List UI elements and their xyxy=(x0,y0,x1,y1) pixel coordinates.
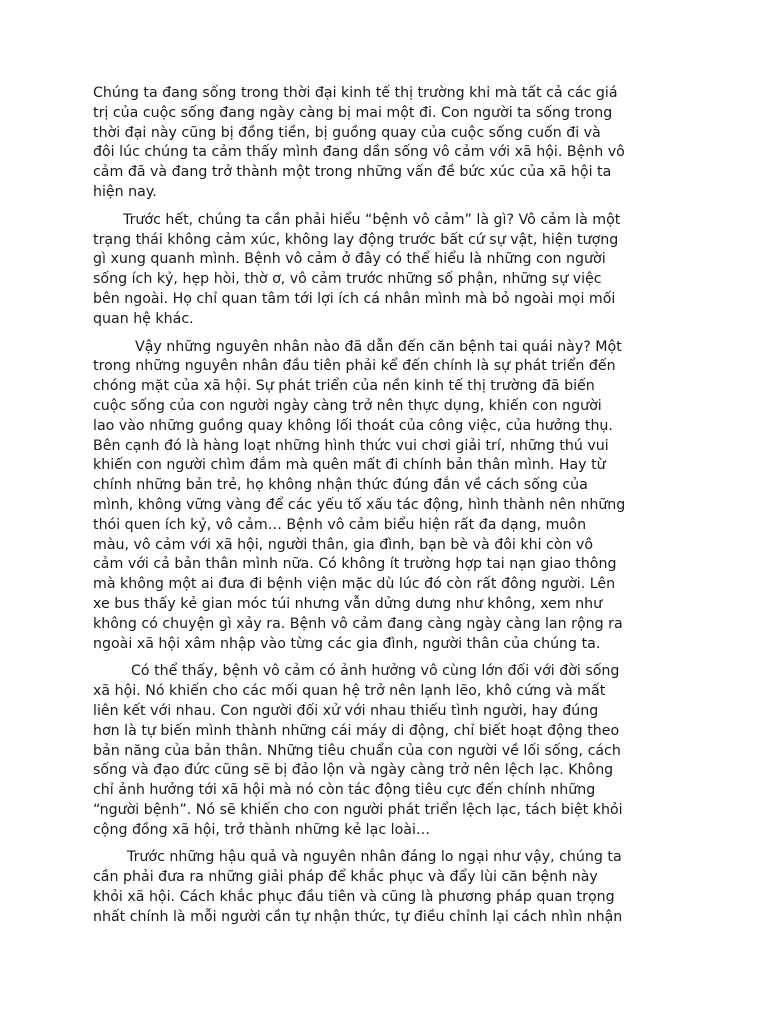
text-line: Có thể thấy, bệnh vô cảm có ảnh hưởng vô cùng lớn đối với đời sống xyxy=(131,663,620,680)
text-line: nhất chính là mỗi người cần tự nhận thức, tự điều chỉnh lại cách nhìn nhận xyxy=(93,908,623,925)
text-line: thói quen ích kỷ, vô cảm… Bệnh vô cảm biểu hiện rất đa dạng, muôn xyxy=(93,516,587,533)
text-line: cảm đã và đang trở thành một trong những vấn đề bức xúc của xã hội ta xyxy=(93,164,612,181)
text-line: khiến con người chìm đắm mà quên mất đi chính bản thân mình. Hay từ xyxy=(93,457,606,474)
text-line: thời đại này cũng bị đồng tiền, bị guồng quay của cuộc sống cuốn đi và xyxy=(93,124,601,141)
text-line: cảm với cả bản thân mình nữa. Có không ít trường hợp tai nạn giao thông xyxy=(93,556,617,573)
text-line: chính những bản trẻ, họ không nhận thức đúng đắn về cách sống của xyxy=(93,477,588,494)
text-line: hơn là tự biến mình thành những cái máy di động, chỉ biết hoạt động theo xyxy=(93,722,620,739)
text-line: Vậy những nguyên nhân nào đã dẫn đến căn bệnh tai quái này? Một xyxy=(135,338,622,355)
paragraph-effects xyxy=(93,662,675,840)
text-line: cần phải đưa ra những giải pháp để khắc phục và đẩy lùi căn bệnh này xyxy=(93,869,598,886)
text-line: cộng đồng xã hội, trở thành những kẻ lạc loài… xyxy=(93,821,431,838)
text-line: mà không một ai đưa đi bệnh viện mặc dù lúc đó còn rất đông người. Lên xyxy=(93,576,616,593)
text-line: Bên cạnh đó là hàng loạt những hình thức vui chơi giải trí, những thú vui xyxy=(93,437,609,454)
text-line: xe bus thấy kẻ gian móc túi nhưng vẫn dửng dưng như không, xem như xyxy=(93,595,603,612)
text-line: lao vào những guồng quay không lối thoát của công việc, của hưởng thụ. xyxy=(93,417,613,434)
text-line: mình, không vững vàng để các yếu tố xấu tác động, hình thành nên những xyxy=(93,496,626,513)
text-line: đôi lúc chúng ta cảm thấy mình đang dần sống vô cảm với xã hội. Bệnh vô xyxy=(93,144,625,161)
text-line: chóng mặt của xã hội. Sự phát triển của nền kinh tế thị trường đã biến xyxy=(93,378,595,395)
text-line: trị của cuộc sống đang ngày càng bị mai một đi. Con người ta sống trong xyxy=(93,104,613,121)
text-line: không có chuyện gì xảy ra. Bệnh vô cảm đang càng ngày càng lan rộng ra xyxy=(93,615,623,632)
text-line: hiện nay. xyxy=(93,183,157,200)
text-line: liên kết với nhau. Con người đối xử với nhau thiếu tình người, hay đúng xyxy=(93,702,599,719)
text-line: bản năng của bản thân. Những tiêu chuẩn của con người về lối sống, cách xyxy=(93,742,621,759)
paragraph-intro xyxy=(93,84,675,203)
document-page xyxy=(93,84,675,936)
paragraph-solutions xyxy=(93,848,675,927)
text-line: cuộc sống của con người ngày càng trở nên thực dụng, khiến con người xyxy=(93,397,602,414)
text-line: quan hệ khác. xyxy=(93,310,194,327)
text-line: ngoài xã hội xâm nhập vào từng các gia đình, người thân của chúng ta. xyxy=(93,635,601,652)
text-line: sống và đạo đức cũng sẽ bị đảo lộn và ngày càng trở nên lệch lạc. Không xyxy=(93,762,614,779)
text-line: trạng thái không cảm xúc, không lay động trước bất cứ sự vật, hiện tượng xyxy=(93,231,619,248)
text-line: chỉ ảnh hưởng tới xã hội mà nó còn tác động tiêu cực đến chính những xyxy=(93,782,596,799)
text-line: trong những nguyên nhân đầu tiên phải kể đến chính là sự phát triển đến xyxy=(93,358,616,375)
text-line: bên ngoài. Họ chỉ quan tâm tới lợi ích cá nhân mình mà bỏ ngoài mọi mối xyxy=(93,290,616,307)
paragraph-causes xyxy=(93,338,675,655)
text-line: Trước những hậu quả và nguyên nhân đáng lo ngại như vậy, chúng ta xyxy=(127,849,622,866)
paragraph-definition xyxy=(93,211,675,330)
text-line: “người bệnh”. Nó sẽ khiến cho con người phát triển lệch lạc, tách biệt khỏi xyxy=(93,801,623,818)
text-line: Trước hết, chúng ta cần phải hiểu “bệnh vô cảm” là gì? Vô cảm là một xyxy=(123,211,621,228)
text-line: xã hội. Nó khiến cho các mối quan hệ trở nên lạnh lẽo, khô cứng và mất xyxy=(93,683,606,700)
text-line: gì xung quanh mình. Bệnh vô cảm ở đây có thể hiểu là những con người xyxy=(93,251,606,268)
text-line: khỏi xã hội. Cách khắc phục đầu tiên và cũng là phương pháp quan trọng xyxy=(93,889,615,906)
text-line: Chúng ta đang sống trong thời đại kinh tế thị trường khi mà tất cả các giá xyxy=(93,85,618,101)
text-line: sống ích kỷ, hẹp hòi, thờ ơ, vô cảm trước những số phận, những sự việc xyxy=(93,271,602,288)
text-line: màu, vô cảm với xã hội, người thân, gia đình, bạn bè và đôi khi còn vô xyxy=(93,536,594,553)
